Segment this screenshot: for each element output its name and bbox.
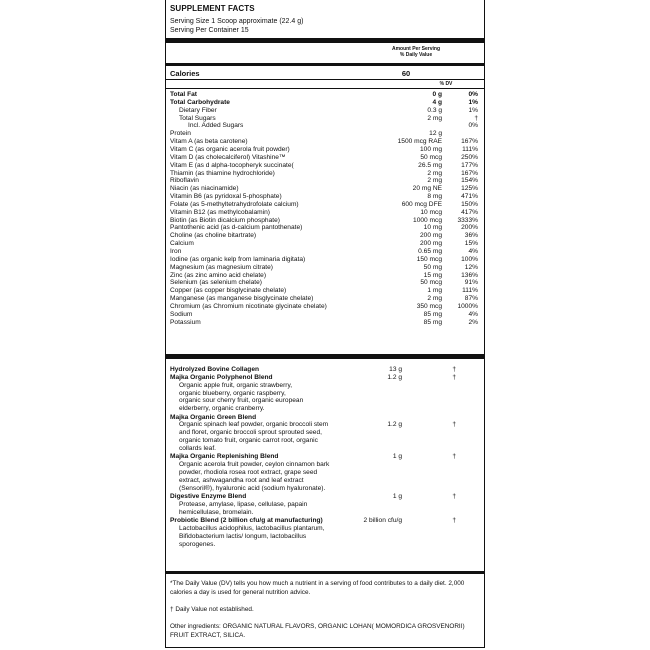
nutrient-daily-value: 154%	[461, 177, 478, 185]
nutrient-amount: 4 g	[432, 98, 442, 106]
nutrient-daily-value: †	[474, 114, 478, 122]
nutrient-amount: 2 mg	[427, 169, 442, 177]
blend-daily-value: †	[452, 366, 456, 373]
divider	[166, 88, 484, 89]
blend-ingredient-line: extract, ashwagandha root and leaf extract	[179, 476, 304, 484]
nutrient-row	[170, 170, 480, 178]
nutrient-row	[170, 122, 480, 130]
nutrient-row	[170, 264, 480, 272]
nutrient-row	[170, 193, 480, 201]
serving-size: Serving Size 1 Scoop approximate (22.4 g)	[170, 18, 304, 25]
blend-name: Majka Organic Polyphenol Blend	[170, 373, 273, 381]
nutrient-name: Riboflavin	[170, 177, 199, 185]
other-ingredients: Other ingredients: ORGANIC NATURAL FLAVORS, ORGANIC LOHAN( MOMORDICA GROSVENORII) FRUIT EXTRACT, SILICA.	[170, 623, 465, 639]
blend-daily-value: †	[452, 421, 456, 429]
blend-name: Probiotic Blend (2 billion cfu/g at manufacturing)	[170, 517, 323, 525]
blend-daily-value: †	[452, 373, 456, 381]
nutrient-name: Vitam D (as cholecalciferol) Vitashine™	[170, 153, 286, 161]
calories-value: 60	[401, 69, 411, 78]
blend-ingredient-line: Organic spinach leaf powder, organic broccoli stem	[179, 421, 329, 429]
nutrient-daily-value: 250%	[461, 153, 478, 161]
blend-amount: 1 g	[392, 493, 402, 501]
blend-name: Digestive Enzyme Blend	[170, 493, 247, 501]
blend-daily-value: †	[452, 453, 456, 461]
blend-amount: 1.2 g	[387, 373, 402, 381]
nutrient-name: Total Sugars	[179, 114, 216, 122]
blend-ingredient-line: elderberry, organic cranberry.	[179, 405, 265, 413]
panel-title: SUPPLEMENT FACTS	[170, 4, 255, 13]
blend-ingredient-line: and floret, organic broccoli sprout sprouted seed,	[179, 429, 322, 437]
nutrient-row	[170, 130, 480, 138]
nutrient-name: Biotin (as Biotin dicalcium phosphate)	[170, 216, 280, 224]
nutrient-name: Vitam A (as beta carotene)	[170, 138, 248, 146]
nutrient-daily-value: 12%	[464, 263, 478, 271]
nutrient-daily-value: 200%	[461, 224, 478, 232]
nutrient-daily-value: 177%	[461, 161, 478, 169]
nutrient-name: Total Carbohydrate	[170, 98, 230, 106]
nutrient-daily-value: 150%	[461, 200, 478, 208]
nutrient-row	[170, 115, 480, 123]
nutrient-name: Folate (as 5-methyltetrahydrofolate calcium)	[170, 200, 299, 208]
nutrient-amount: 2 mg	[427, 295, 442, 303]
nutrient-amount: 15 mg	[423, 271, 442, 279]
nutrient-daily-value: 136%	[461, 271, 478, 279]
nutrient-daily-value: 471%	[461, 193, 478, 201]
blend-item	[170, 374, 480, 413]
nutrient-amount: 10 mg	[423, 224, 442, 232]
nutrient-amount: 0 g	[432, 91, 442, 98]
nutrient-amount: 50 mg	[423, 263, 442, 271]
nutrient-name: Manganese (as manganese bisglycinate chelate)	[170, 295, 314, 303]
nutrient-amount: 20 mg NE	[412, 185, 442, 193]
blend-ingredient-line: (Sensoril®), hyaluronic acid (sodium hyaluronate).	[179, 484, 326, 492]
nutrient-daily-value: 0%	[468, 122, 478, 130]
nutrient-row	[170, 201, 480, 209]
nutrient-row	[170, 154, 480, 162]
nutrient-row	[170, 256, 480, 264]
nutrient-row	[170, 272, 480, 280]
nutrient-row	[170, 240, 480, 248]
nutrient-daily-value: 1000%	[457, 302, 478, 310]
blend-ingredient-line: hemicellulase, bromelain.	[179, 508, 254, 516]
nutrient-row	[170, 287, 480, 295]
nutrient-daily-value: 1%	[468, 98, 478, 106]
nutrient-daily-value: 3333%	[457, 216, 478, 224]
blend-amount: 1.2 g	[387, 421, 402, 429]
nutrient-daily-value: 91%	[464, 279, 478, 287]
nutrient-row	[170, 107, 480, 115]
nutrient-name: Vitamin B12 (as methylcobalamin)	[170, 208, 270, 216]
blend-ingredient-line: Bifidobacterium lactis/ longum, lactobacillus	[179, 532, 307, 540]
blend-ingredient-line: Lactobacillus acidophilus, lactobacillus plantarum,	[179, 524, 325, 532]
nutrient-name: Chromium (as Chromium nicotinate glycinate chelate)	[170, 302, 327, 310]
nutrient-row	[170, 303, 480, 311]
divider	[166, 79, 484, 80]
thick-divider	[166, 38, 484, 43]
nutrient-row	[170, 279, 480, 287]
nutrient-name: Selenium (as selenium chelate)	[170, 279, 262, 287]
nutrient-daily-value: 100%	[461, 255, 478, 263]
nutrient-amount: 200 mg	[420, 240, 442, 248]
nutrient-daily-value: 167%	[461, 169, 478, 177]
nutrient-name: Dietary Fiber	[179, 106, 217, 114]
nutrient-name: Iron	[170, 248, 182, 255]
nutrient-name: Zinc (as zinc amino acid chelate)	[170, 271, 267, 279]
nutrient-row	[170, 311, 480, 319]
nutrient-name: Choline (as choline bitartrate)	[170, 232, 257, 240]
nutrient-name: Total Fat	[170, 91, 197, 98]
blend-ingredient-line: organic sour cherry fruit, organic european	[179, 397, 304, 405]
nutrient-amount: 85 mg	[423, 310, 442, 318]
blend-ingredient-line: organic tomato fruit, organic carrot root, organic	[179, 437, 318, 445]
nutrient-row	[170, 185, 480, 193]
daily-value-footnote: *The Daily Value (DV) tells you how much a nutrient in a serving of food contributes to a daily diet. 2,000 calories a day is used for general nutrition advice.	[170, 580, 465, 596]
blend-item	[170, 493, 480, 517]
nutrient-row	[170, 162, 480, 170]
blend-daily-value: †	[452, 493, 456, 501]
nutrient-amount: 200 mg	[420, 232, 442, 240]
nutrient-amount: 1000 mcg	[413, 216, 442, 224]
dv-column-heading: % DV	[439, 81, 453, 87]
blend-ingredient-line: powder, rhodiola rosea root extract, grape seed	[179, 469, 318, 477]
nutrient-daily-value: 417%	[461, 208, 478, 216]
blend-ingredient-line: collards leaf.	[179, 444, 217, 452]
blend-ingredient-line: sporogenes.	[179, 540, 216, 548]
nutrient-name: Incl. Added Sugars	[188, 122, 244, 130]
nutrient-amount: 26.5 mg	[418, 161, 442, 169]
nutrient-name: Vitam E (as d alpha-tocopheryk succinate(	[170, 161, 294, 169]
nutrient-amount: 2 mg	[427, 177, 442, 185]
nutrient-name: Copper (as copper bisglycinate chelate)	[170, 287, 287, 295]
nutrient-daily-value: 87%	[464, 295, 478, 303]
nutrient-amount: 8 mg	[427, 193, 442, 201]
thick-divider	[166, 571, 484, 574]
nutrient-row	[170, 209, 480, 217]
servings-per-container: Serving Per Container 15	[170, 27, 249, 34]
thick-divider	[166, 63, 484, 66]
nutrient-amount: 2 mg	[427, 114, 442, 122]
nutrient-row	[170, 177, 480, 185]
blend-item	[170, 517, 480, 548]
nutrient-row	[170, 295, 480, 303]
nutrient-name: Iodine (as organic kelp from laminaria digitata)	[170, 255, 306, 263]
blend-name: Majka Organic Replenishing Blend	[170, 453, 279, 461]
blend-ingredient-line: organic blueberry, organic raspberry,	[179, 389, 286, 397]
nutrient-row	[170, 248, 480, 256]
calories-label: Calories	[170, 69, 200, 78]
daily-value-heading: % Daily Value	[399, 52, 433, 58]
blend-item	[170, 453, 480, 492]
nutrient-name: Thiamin (as thiamine hydrochloride)	[170, 169, 275, 177]
blend-amount: 2 billion cfu/g	[363, 517, 402, 525]
nutrient-name: Magnesium (as magnesium citrate)	[170, 263, 273, 271]
nutrient-amount: 350 mcg	[416, 302, 442, 310]
nutrient-row	[170, 217, 480, 225]
nutrient-daily-value: 4%	[468, 310, 478, 318]
nutrient-name: Vitam C (as organic acerola fruit powder)	[170, 145, 290, 153]
blend-amount: 13 g	[389, 366, 402, 373]
nutrient-daily-value: 0%	[468, 91, 478, 98]
nutrient-name: Niacin (as niacinamide)	[170, 185, 239, 193]
amount-per-serving-heading: Amount Per Serving	[391, 46, 441, 52]
nutrient-daily-value: 111%	[462, 287, 478, 295]
nutrient-amount: 0.65 mg	[418, 248, 442, 255]
blend-ingredient-line: Organic apple fruit, organic strawberry,	[179, 381, 293, 389]
nutrient-amount: 0.3 g	[427, 106, 442, 114]
nutrient-name: Sodium	[170, 310, 193, 318]
blend-item	[170, 366, 480, 374]
dagger-footnote: † Daily Value not established.	[170, 606, 254, 613]
nutrient-daily-value: 167%	[461, 138, 478, 146]
nutrient-amount: 12 g	[429, 130, 442, 138]
blend-ingredient-line: Organic acerola fruit powder, ceylon cinnamon bark	[179, 461, 330, 469]
blend-amount: 1 g	[392, 453, 402, 461]
nutrient-name: Potassium	[170, 318, 201, 326]
nutrient-daily-value: 1%	[468, 106, 478, 114]
nutrient-row	[170, 319, 480, 327]
nutrient-name: Protein	[170, 130, 191, 138]
nutrient-row	[170, 224, 480, 232]
nutrient-daily-value: 4%	[468, 248, 478, 255]
nutrient-daily-value: 111%	[462, 145, 478, 153]
blend-name: Hydrolyzed Bovine Collagen	[170, 366, 260, 373]
nutrient-amount: 85 mg	[423, 318, 442, 326]
nutrient-row	[170, 146, 480, 154]
supplement-facts-panel	[165, 0, 485, 648]
nutrient-name: Vitamin B6 (as pyridoxal 5-phosphate)	[170, 193, 282, 201]
nutrient-amount: 150 mcg	[416, 255, 442, 263]
nutrient-amount: 10 mcg	[420, 208, 442, 216]
blend-ingredient-line: Protease, amylase, lipase, cellulase, papain	[179, 500, 308, 508]
nutrient-amount: 1 mg	[427, 287, 442, 295]
nutrient-name: Calcium	[170, 240, 194, 248]
nutrient-amount: 600 mcg DFE	[401, 200, 442, 208]
nutrient-row	[170, 91, 480, 99]
blend-daily-value: †	[452, 517, 456, 525]
nutrient-row	[170, 232, 480, 240]
nutrient-daily-value: 2%	[468, 318, 478, 326]
thick-divider	[166, 354, 484, 359]
nutrient-daily-value: 15%	[464, 240, 478, 248]
blend-item	[170, 414, 480, 453]
nutrient-name: Pantothenic acid (as d-calcium pantothenate)	[170, 224, 303, 232]
nutrient-row	[170, 138, 480, 146]
nutrient-daily-value: 125%	[461, 185, 478, 193]
nutrient-amount: 50 mcg	[420, 153, 442, 161]
nutrient-amount: 100 mg	[420, 145, 442, 153]
nutrient-daily-value: 36%	[464, 232, 478, 240]
blend-name: Majka Organic Green Blend	[170, 413, 257, 421]
nutrient-row	[170, 99, 480, 107]
nutrient-amount: 50 mcg	[420, 279, 442, 287]
nutrient-amount: 1500 mcg RAE	[397, 138, 442, 146]
